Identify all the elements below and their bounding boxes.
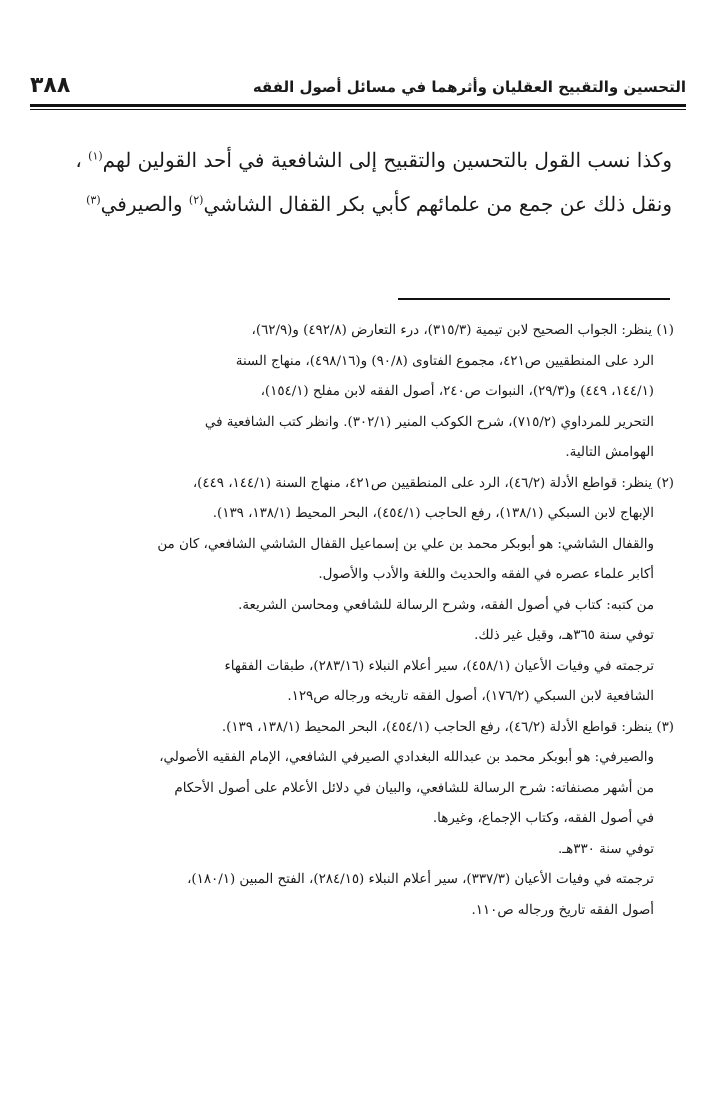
body-text [40, 138, 672, 226]
footnote-line: من أشهر مصنفاته: شرح الرسالة للشافعي، والبيان في دلائل الأعلام على أصول الأحكام [174, 780, 654, 796]
footnote-line: الهوامش التالية. [565, 445, 654, 460]
footnote-ref: (٣) [86, 193, 101, 207]
footnote-ref: (٢) [188, 193, 204, 207]
footnote-separator [398, 298, 670, 300]
footnote-line: ترجمته في وفيات الأعيان (٤٥٨/١)، سير أعلام النبلاء (٢٨٣/١٦)، طبقات الفقهاء [224, 658, 654, 674]
body-text-segment: ونقل ذلك عن جمع من علمائهم كأبي بكر القفال الشاشي [203, 192, 672, 216]
page-number: ٣٨٨ [30, 73, 71, 98]
footnote-line: من كتبه: كتاب في أصول الفقه، وشرح الرسالة للشافعي ومحاسن الشريعة. [238, 597, 654, 613]
footnote-line: التحرير للمرداوي (٧١٥/٢)، شرح الكوكب المنير (٣٠٢/١). وانظر كتب الشافعية في [204, 414, 654, 430]
footnotes [34, 316, 674, 926]
footnote-line: (٣) ينظر: قواطع الأدلة (٤٦/٢)، رفع الحاجب (٤٥٤/١)، البحر المحيط (١٣٨/١، ١٣٩). [221, 719, 674, 735]
footnote-line: الشافعية لابن السبكي (١٧٦/٢)، أصول الفقه تاريخه ورجاله ص١٢٩. [287, 689, 654, 704]
footnote-line: (١) ينظر: الجواب الصحيح لابن تيمية (٣١٥/٣)، درء التعارض (٤٩٢/٨) و(٦٢/٩)، [251, 323, 674, 338]
body-text-segment: ، [75, 148, 82, 172]
footnote-line: (٢) ينظر: قواطع الأدلة (٤٦/٢)، الرد على المنطقيين ص٤٢١، منهاج السنة (١٤٤/١، ٤٤٩)، [192, 475, 674, 491]
footnote-line: الرد على المنطقيين ص٤٢١، مجموع الفتاوى (٩٠/٨) و(٤٩٨/١٦)، منهاج السنة [235, 353, 654, 369]
footnote-line: والصيرفي: هو أبوبكر محمد بن عبدالله البغدادي الصيرفي الشافعي، الإمام الفقيه الأصولي، [159, 750, 654, 765]
footnote-line: أكابر علماء عصره في الفقه والحديث واللغة والأدب والأصول. [318, 567, 654, 582]
body-line [40, 182, 672, 226]
footnote-line: في أصول الفقه، وكتاب الإجماع، وغيرها. [432, 811, 654, 826]
body-text-segment: والصيرفي [100, 192, 183, 216]
footnote-ref: (١) [88, 149, 103, 163]
footnote-line: والقفال الشاشي: هو أبوبكر محمد بن علي بن إسماعيل القفال الشاشي الشافعي، كان من [157, 536, 654, 552]
footnote-line: ترجمته في وفيات الأعيان (٣٣٧/٣)، سير أعلام النبلاء (٢٨٤/١٥)، الفتح المبين (١٨٠/١)، [187, 872, 654, 887]
footnote-line: أصول الفقه تاريخ ورجاله ص١١٠. [471, 902, 654, 918]
running-title: التحسين والتقبيح العقليان وأثرهما في مسائل أصول الفقه [252, 78, 686, 96]
footnote-line: توفي سنة ٣٦٥هـ، وقيل غير ذلك. [474, 628, 654, 643]
body-line [40, 138, 672, 182]
footnote-line: الإبهاج لابن السبكي (١٣٨/١)، رفع الحاجب (٤٥٤/١)، البحر المحيط (١٣٨/١، ١٣٩). [212, 506, 654, 521]
header-rule [30, 104, 686, 110]
footnote-line: (١٤٤/١، ٤٤٩) و(٢٩/٣)، النبوات ص٢٤٠، أصول الفقه لابن مفلح (١٥٤/١)، [260, 384, 654, 399]
running-header [30, 66, 686, 100]
footnote-line: توفي سنة ٣٣٠هـ. [558, 841, 654, 857]
body-text-segment: وكذا نسب القول بالتحسين والتقبيح إلى الشافعية في أحد القولين لهم [102, 148, 672, 172]
